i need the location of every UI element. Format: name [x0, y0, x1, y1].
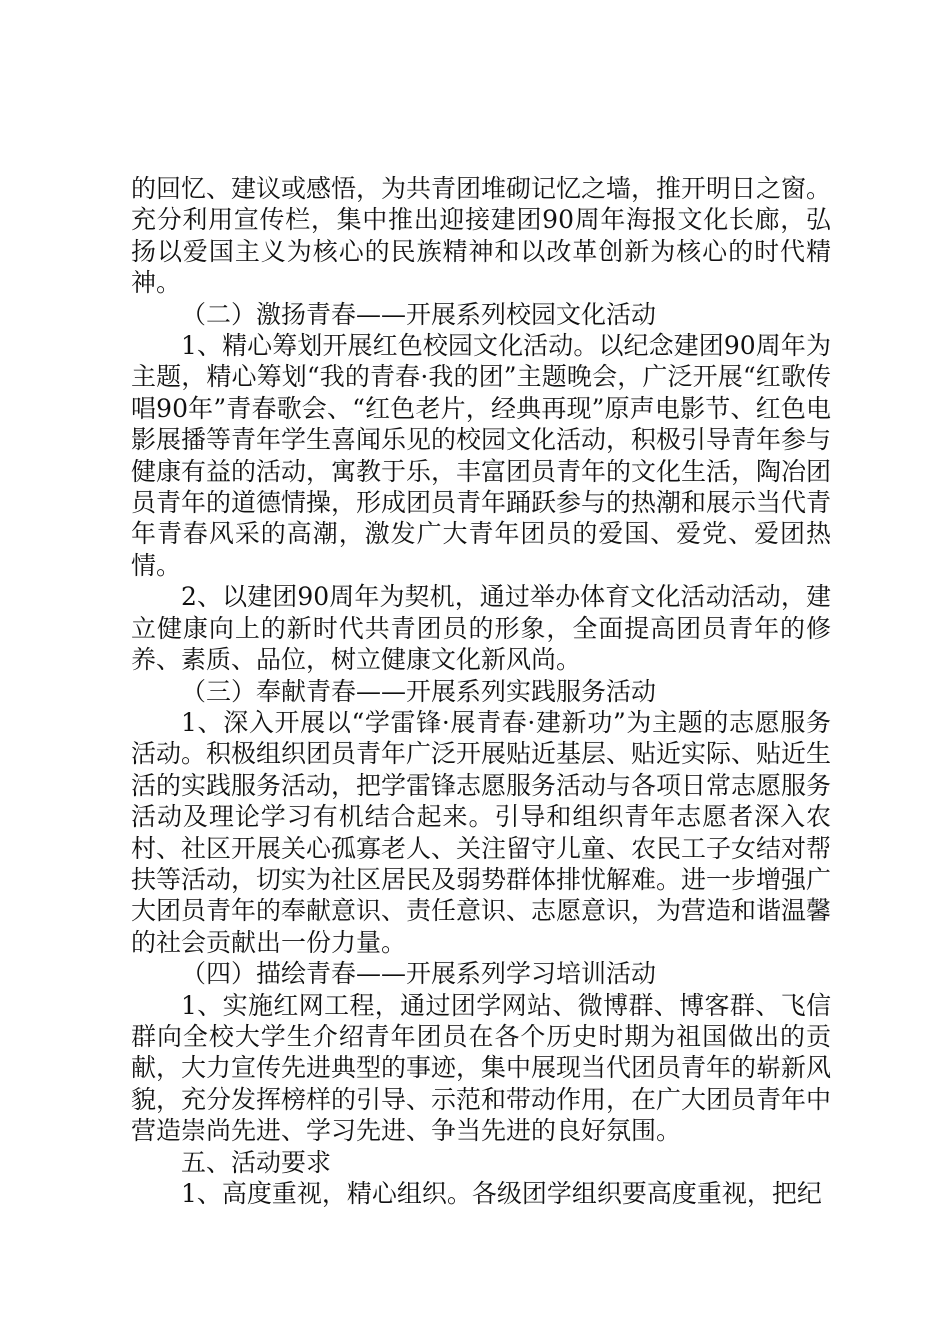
section-heading-requirements: 五、活动要求 [181, 1147, 332, 1177]
paragraph-red-network: 1、实施红网工程，通过团学网站、微博群、博客群、飞信群向全校大学生介绍青年团员在各个历史时期为祖国做出的贡献，大力宣传先进典型的事迹，集中展现当代团员青年的崭新风貌，充分发挥榜样的引导、示范和带动作用，在广大团员青年中营造崇尚先进、学习先进、争当先进的良好氛围。 [131, 990, 832, 1146]
paragraph-continuation: 的回忆、建议或感悟，为共青团堆砌记忆之墙，推开明日之窗。充分利用宣传栏，集中推出迎接建团90周年海报文化长廊，弘扬以爱国主义为核心的民族精神和以改革创新为核心的时代精神。 [131, 174, 832, 298]
subheading-practice-service: （三）奉献青春——开展系列实践服务活动 [181, 676, 657, 706]
paragraph-volunteer-service: 1、深入开展以“学雷锋·展青春·建新功”为主题的志愿服务活动。积极组织团员青年广泛开展贴近基层、贴近实际、贴近生活的实践服务活动，把学雷锋志愿服务活动与各项日常志愿服务活动及理论学习有机结合起来。引导和组织青年志愿者深入农村、社区开展关心孤寡老人、关注留守儿童、农民工子女结对帮扶等活动，切实为社区居民及弱势群体排忧解难。进一步增强广大团员青年的奉献意识、责任意识、志愿意识，为营造和谐温馨的社会贡献出一份力量。 [131, 707, 832, 957]
subheading-study-training: （四）描绘青春——开展系列学习培训活动 [181, 959, 657, 989]
paragraph-sports-culture: 2、以建团90周年为契机，通过举办体育文化活动活动，建立健康向上的新时代共青团员的形象，全面提高团员青年的修养、素质、品位，树立健康文化新风尚。 [131, 582, 831, 675]
paragraph-organization: 1、高度重视，精心组织。各级团学组织要高度重视，把纪 [181, 1179, 822, 1208]
subheading-youth-culture: （二）激扬青春——开展系列校园文化活动 [181, 299, 657, 329]
paragraph-red-campus-culture: 1、精心筹划开展红色校园文化活动。以纪念建团90周年为主题，精心筹划“我的青春·我的团”主题晚会，广泛开展“红歌传唱90年”青春歌会、“红色老片，经典再现”原声电影节、红色电影展播等青年学生喜闻乐见的校园文化活动，积极引导青年参与健康有益的活动，寓教于乐，丰富团员青年的文化生活，陶冶团员青年的道德情操，形成团员青年踊跃参与的热潮和展示当代青年青春风采的高潮，激发广大青年团员的爱国、爱党、爱团热情。 [131, 331, 832, 580]
document-body [131, 173, 831, 1209]
